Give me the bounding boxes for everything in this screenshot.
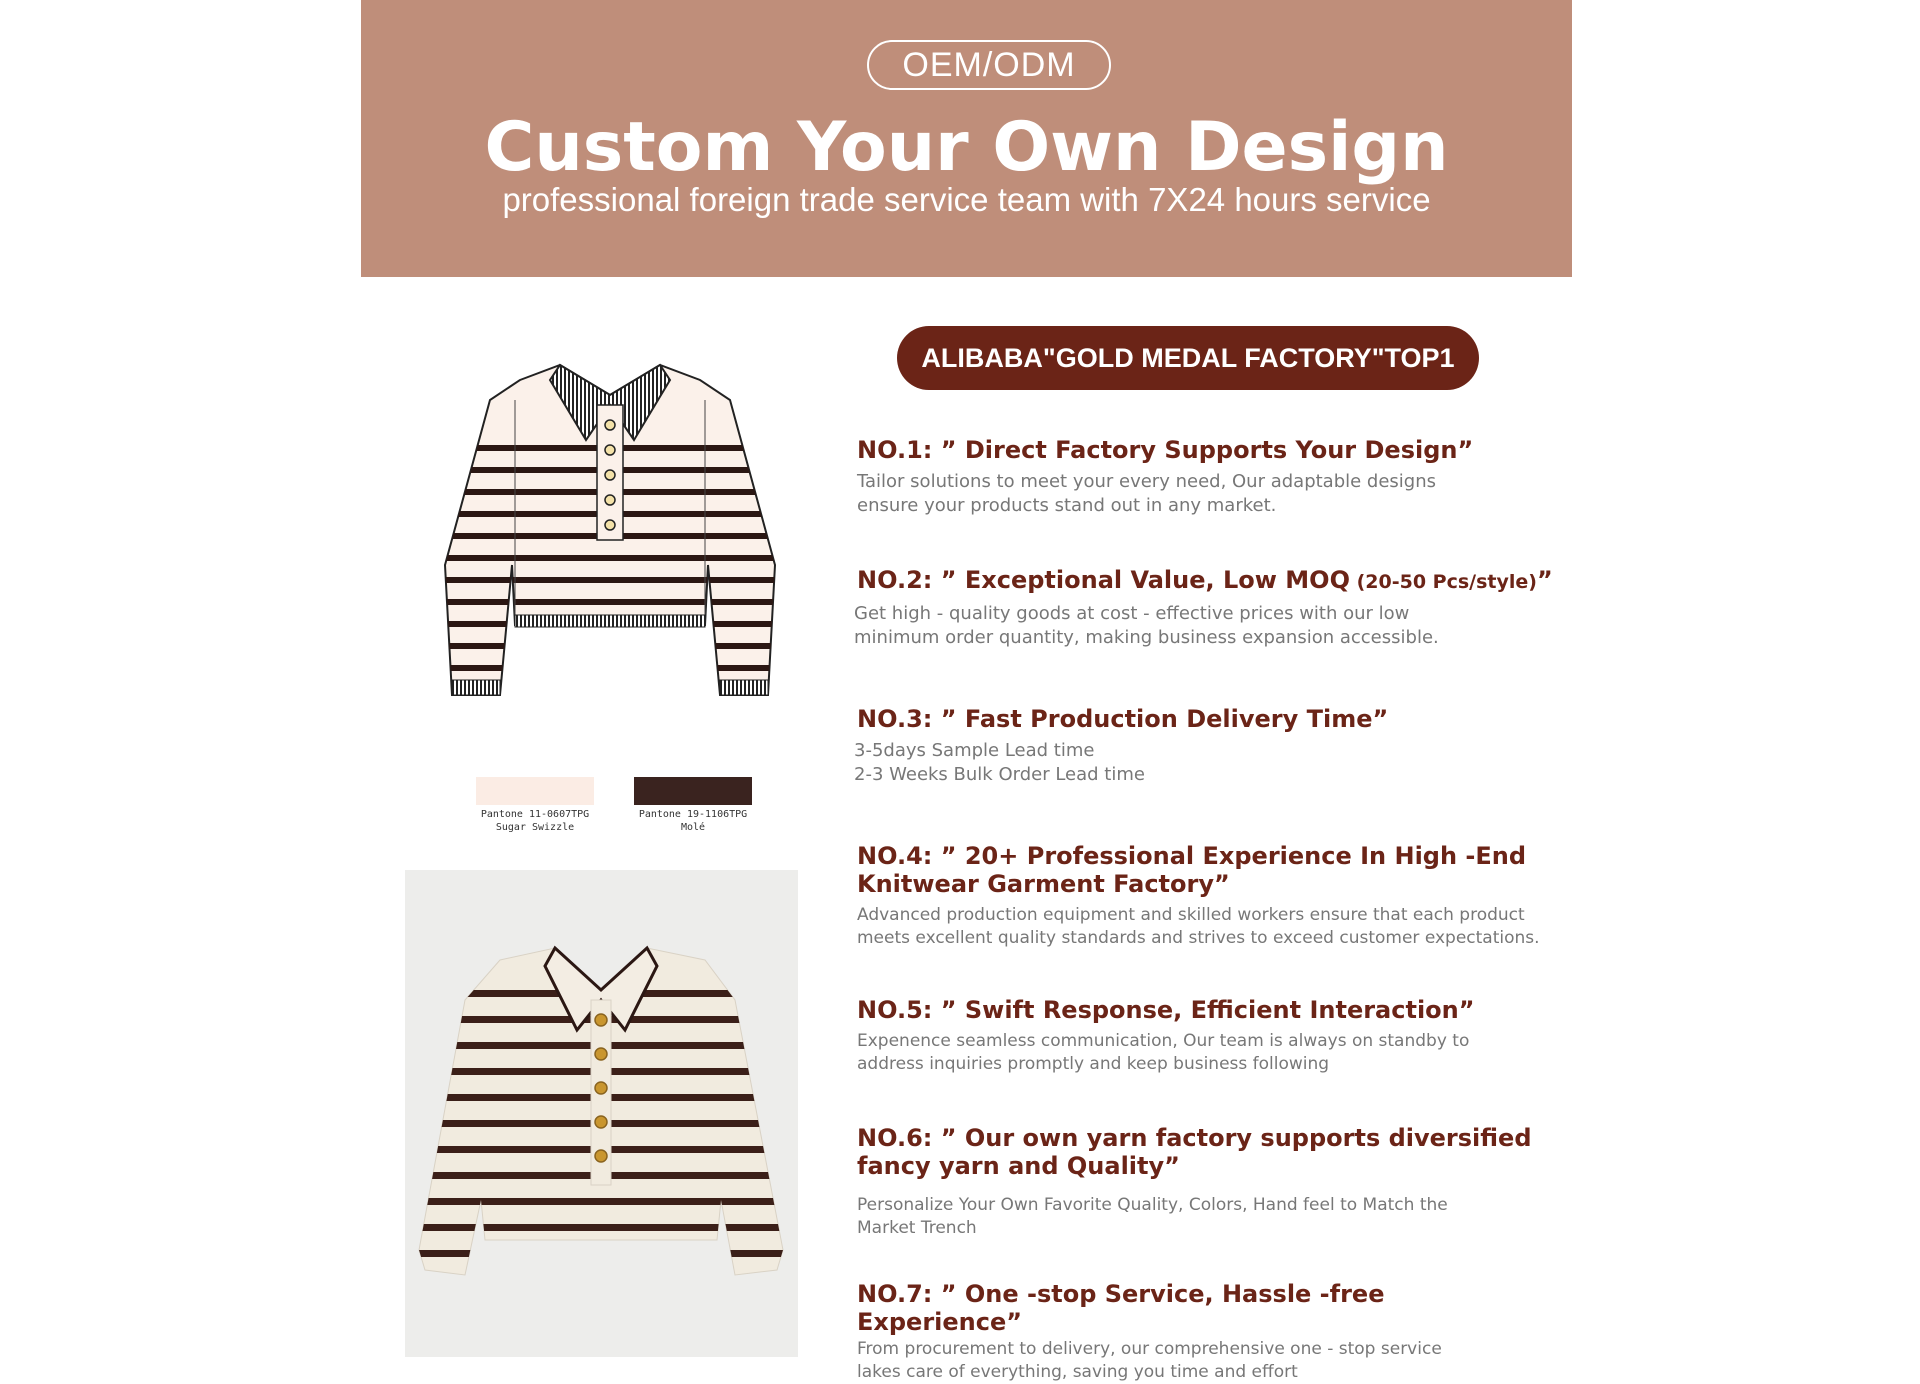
stripe <box>420 599 800 605</box>
header-banner <box>361 0 1572 277</box>
feature-2-heading <box>857 566 1557 596</box>
stripe <box>420 555 800 561</box>
hero-title: Custom Your Own Design <box>484 108 1449 187</box>
feature-2-heading-main: NO.2: ” Exceptional Value, Low MOQ <box>857 566 1350 594</box>
feature-7-body: From procurement to delivery, our comprehensive one - stop service lakes care of everything, saving you time and effort <box>857 1339 1442 1382</box>
feature-5-heading: NO.5: ” Swift Response, Efficient Interaction” <box>857 996 1475 1024</box>
feature-1-body: Tailor solutions to meet your every need, Our adaptable designs ensure your products stand out in any market. <box>857 471 1437 516</box>
button-icon <box>595 1150 607 1162</box>
pantone-label-1: Pantone 11-0607TPG Sugar Swizzle <box>480 809 590 833</box>
feature-5-body: Expenence seamless communication, Our team is always on standby to address inquiries promptly and keep business following <box>857 1031 1470 1074</box>
feature-2-heading-moq: (20-50 Pcs/style) <box>1349 571 1537 593</box>
stripe <box>420 665 800 671</box>
button-icon <box>595 1116 607 1128</box>
feature-2 <box>854 566 1557 650</box>
product-photo <box>405 870 798 1357</box>
stripe <box>405 1198 798 1205</box>
feature-7-heading: NO.7: ” One -stop Service, Hassle -free Experience” <box>857 1280 1385 1336</box>
pantone-swatch-1 <box>476 777 594 805</box>
feature-2-body: Get high - quality goods at cost - effective prices with our low minimum order quantity, making business expansion accessible. <box>854 603 1439 648</box>
button-icon <box>605 495 615 505</box>
button-icon <box>595 1048 607 1060</box>
feature-1 <box>857 436 1557 518</box>
feature-3-heading: NO.3: ” Fast Production Delivery Time” <box>857 705 1389 733</box>
sweater-photo-illustration <box>405 870 798 1357</box>
pantone-label-2: Pantone 19-1106TPG Molé <box>638 809 748 833</box>
sweater-sketch <box>420 355 800 705</box>
feature-2-heading-end: ” <box>1536 566 1553 594</box>
feature-1-heading: NO.1: ” Direct Factory Supports Your Design” <box>857 436 1474 464</box>
pantone-swatch-2 <box>634 777 752 805</box>
button-icon <box>605 470 615 480</box>
feature-6 <box>857 1124 1557 1240</box>
button-icon <box>605 520 615 530</box>
gold-medal-badge: ALIBABA"GOLD MEDAL FACTORY"TOP1 <box>897 326 1479 390</box>
hero-subtitle: professional foreign trade service team with 7X24 hours service <box>502 181 1431 218</box>
button-icon <box>605 445 615 455</box>
feature-3-body: 3-5days Sample Lead time 2-3 Weeks Bulk Order Lead time <box>854 740 1145 785</box>
button-icon <box>595 1014 607 1026</box>
button-icon <box>595 1082 607 1094</box>
button-icon <box>605 420 615 430</box>
stripe <box>405 1224 798 1231</box>
feature-6-body: Personalize Your Own Favorite Quality, Colors, Hand feel to Match the Market Trench <box>857 1195 1448 1238</box>
stripe <box>420 577 800 583</box>
stripe <box>405 1250 798 1257</box>
stripe <box>420 643 800 649</box>
feature-6-heading: NO.6: ” Our own yarn factory supports diversified fancy yarn and Quality” <box>857 1124 1532 1180</box>
oem-odm-pill: OEM/ODM <box>867 40 1111 90</box>
feature-4-body: Advanced production equipment and skilled workers ensure that each product meets excellent quality standards and strives to exceed customer expectations. <box>857 905 1540 948</box>
feature-5 <box>857 996 1557 1076</box>
feature-4-heading: NO.4: ” 20+ Professional Experience In High -End Knitwear Garment Factory” <box>857 842 1527 898</box>
feature-3 <box>854 705 1557 787</box>
feature-7 <box>857 1280 1557 1384</box>
feature-4 <box>857 842 1557 950</box>
